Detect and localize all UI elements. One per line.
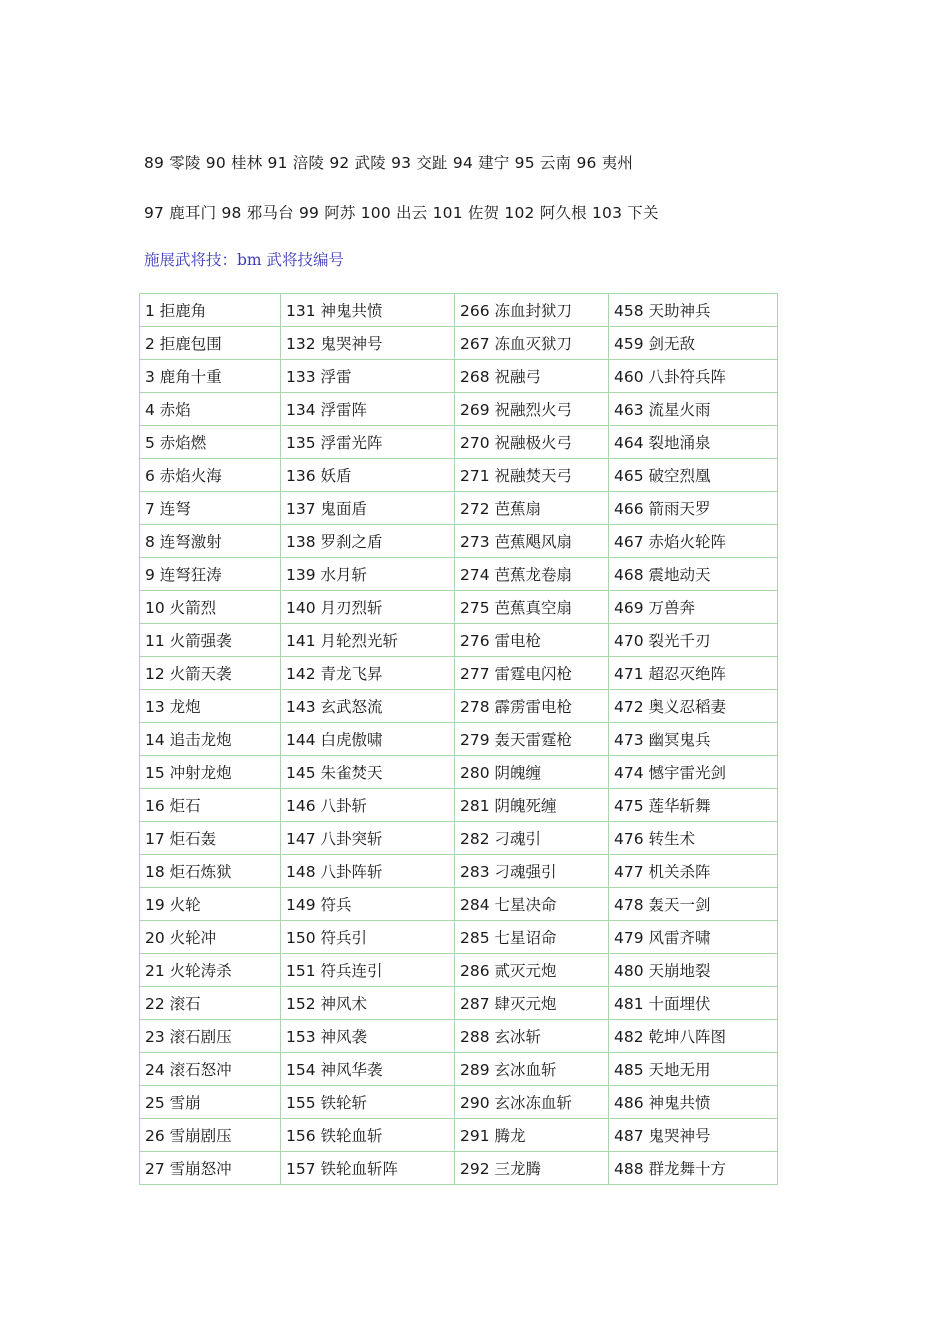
table-row	[140, 492, 778, 525]
table-row	[140, 624, 778, 657]
table-row	[140, 459, 778, 492]
table-row	[140, 723, 778, 756]
skill-table-body	[140, 294, 778, 1185]
table-cell: 479 风雷齐啸	[609, 921, 778, 954]
table-cell: 11 火箭强袭	[140, 624, 281, 657]
table-cell: 289 玄冰血斩	[455, 1053, 609, 1086]
table-cell: 282 刁魂引	[455, 822, 609, 855]
table-cell: 467 赤焰火轮阵	[609, 525, 778, 558]
table-cell: 475 莲华斩舞	[609, 789, 778, 822]
table-cell: 458 天助神兵	[609, 294, 778, 327]
table-cell: 290 玄冰冻血斩	[455, 1086, 609, 1119]
table-cell: 488 群龙舞十方	[609, 1152, 778, 1185]
table-cell: 16 炬石	[140, 789, 281, 822]
table-cell: 480 天崩地裂	[609, 954, 778, 987]
table-cell: 472 奥义忍稻妻	[609, 690, 778, 723]
table-row	[140, 294, 778, 327]
table-cell: 155 铁轮斩	[281, 1086, 455, 1119]
table-cell: 20 火轮冲	[140, 921, 281, 954]
table-row	[140, 1119, 778, 1152]
table-cell: 473 幽冥鬼兵	[609, 723, 778, 756]
table-cell: 268 祝融弓	[455, 360, 609, 393]
table-cell: 21 火轮涛杀	[140, 954, 281, 987]
section-heading: 施展武将技：bm 武将技编号	[144, 251, 345, 269]
table-row	[140, 1053, 778, 1086]
table-cell: 131 神鬼共愤	[281, 294, 455, 327]
table-cell: 291 腾龙	[455, 1119, 609, 1152]
table-cell: 143 玄武怒流	[281, 690, 455, 723]
table-cell: 275 芭蕉真空扇	[455, 591, 609, 624]
table-cell: 287 肆灭元炮	[455, 987, 609, 1020]
table-cell: 276 雷电枪	[455, 624, 609, 657]
table-cell: 148 八卦阵斩	[281, 855, 455, 888]
table-cell: 22 滚石	[140, 987, 281, 1020]
table-cell: 136 妖盾	[281, 459, 455, 492]
table-row	[140, 888, 778, 921]
table-cell: 15 冲射龙炮	[140, 756, 281, 789]
table-cell: 292 三龙腾	[455, 1152, 609, 1185]
table-row	[140, 327, 778, 360]
table-cell: 139 水月斩	[281, 558, 455, 591]
table-cell: 486 神鬼共愤	[609, 1086, 778, 1119]
table-cell: 459 剑无敌	[609, 327, 778, 360]
skill-table	[139, 293, 778, 1185]
table-cell: 471 超忍灭绝阵	[609, 657, 778, 690]
table-cell: 278 霹雳雷电枪	[455, 690, 609, 723]
table-cell: 23 滚石剧压	[140, 1020, 281, 1053]
table-row	[140, 690, 778, 723]
table-row	[140, 855, 778, 888]
table-cell: 281 阴魄死缠	[455, 789, 609, 822]
table-cell: 154 神风华袭	[281, 1053, 455, 1086]
table-cell: 464 裂地涌泉	[609, 426, 778, 459]
table-cell: 152 神风术	[281, 987, 455, 1020]
table-cell: 151 符兵连引	[281, 954, 455, 987]
table-cell: 12 火箭天袭	[140, 657, 281, 690]
table-cell: 280 阴魄缠	[455, 756, 609, 789]
table-cell: 141 月轮烈光斩	[281, 624, 455, 657]
text-line-places-2: 97 鹿耳门 98 邪马台 99 阿苏 100 出云 101 佐贺 102 阿久根 103 下关	[144, 204, 659, 222]
table-cell: 132 鬼哭神号	[281, 327, 455, 360]
table-cell: 6 赤焰火海	[140, 459, 281, 492]
table-row	[140, 558, 778, 591]
table-cell: 18 炬石炼狱	[140, 855, 281, 888]
table-row	[140, 360, 778, 393]
table-cell: 10 火箭烈	[140, 591, 281, 624]
table-row	[140, 393, 778, 426]
table-cell: 150 符兵引	[281, 921, 455, 954]
table-cell: 463 流星火雨	[609, 393, 778, 426]
table-cell: 277 雷霆电闪枪	[455, 657, 609, 690]
table-cell: 25 雪崩	[140, 1086, 281, 1119]
table-cell: 465 破空烈凰	[609, 459, 778, 492]
table-cell: 8 连弩激射	[140, 525, 281, 558]
table-row	[140, 822, 778, 855]
table-cell: 137 鬼面盾	[281, 492, 455, 525]
table-row	[140, 591, 778, 624]
table-cell: 288 玄冰斩	[455, 1020, 609, 1053]
table-cell: 285 七星诏命	[455, 921, 609, 954]
table-row	[140, 921, 778, 954]
table-cell: 460 八卦符兵阵	[609, 360, 778, 393]
table-cell: 468 震地动天	[609, 558, 778, 591]
table-cell: 19 火轮	[140, 888, 281, 921]
table-cell: 157 铁轮血斩阵	[281, 1152, 455, 1185]
table-cell: 26 雪崩剧压	[140, 1119, 281, 1152]
table-cell: 17 炬石轰	[140, 822, 281, 855]
table-cell: 146 八卦斩	[281, 789, 455, 822]
table-cell: 482 乾坤八阵图	[609, 1020, 778, 1053]
table-cell: 147 八卦突斩	[281, 822, 455, 855]
table-cell: 266 冻血封狱刀	[455, 294, 609, 327]
table-cell: 13 龙炮	[140, 690, 281, 723]
table-cell: 138 罗刹之盾	[281, 525, 455, 558]
table-cell: 27 雪崩怒冲	[140, 1152, 281, 1185]
table-cell: 273 芭蕉飓风扇	[455, 525, 609, 558]
table-cell: 487 鬼哭神号	[609, 1119, 778, 1152]
table-cell: 476 转生术	[609, 822, 778, 855]
table-cell: 4 赤焰	[140, 393, 281, 426]
table-cell: 140 月刃烈斩	[281, 591, 455, 624]
table-cell: 24 滚石怒冲	[140, 1053, 281, 1086]
table-cell: 156 铁轮血斩	[281, 1119, 455, 1152]
table-row	[140, 657, 778, 690]
table-row	[140, 1152, 778, 1185]
table-cell: 145 朱雀焚天	[281, 756, 455, 789]
table-cell: 481 十面埋伏	[609, 987, 778, 1020]
table-cell: 2 拒鹿包围	[140, 327, 281, 360]
text-line-places-1: 89 零陵 90 桂林 91 涪陵 92 武陵 93 交趾 94 建宁 95 云南 96 夷州	[144, 154, 634, 172]
table-cell: 153 神风袭	[281, 1020, 455, 1053]
table-cell: 272 芭蕉扇	[455, 492, 609, 525]
table-cell: 7 连弩	[140, 492, 281, 525]
table-row	[140, 756, 778, 789]
table-cell: 267 冻血灭狱刀	[455, 327, 609, 360]
table-cell: 478 轰天一剑	[609, 888, 778, 921]
table-cell: 14 追击龙炮	[140, 723, 281, 756]
table-cell: 270 祝融极火弓	[455, 426, 609, 459]
table-cell: 149 符兵	[281, 888, 455, 921]
table-cell: 466 箭雨天罗	[609, 492, 778, 525]
table-row	[140, 954, 778, 987]
table-cell: 1 拒鹿角	[140, 294, 281, 327]
table-cell: 477 机关杀阵	[609, 855, 778, 888]
table-row	[140, 987, 778, 1020]
table-cell: 469 万兽奔	[609, 591, 778, 624]
table-cell: 470 裂光千刃	[609, 624, 778, 657]
table-cell: 9 连弩狂涛	[140, 558, 281, 591]
table-cell: 144 白虎傲啸	[281, 723, 455, 756]
table-row	[140, 1020, 778, 1053]
table-cell: 286 贰灭元炮	[455, 954, 609, 987]
table-row	[140, 1086, 778, 1119]
table-row	[140, 789, 778, 822]
table-cell: 284 七星决命	[455, 888, 609, 921]
table-cell: 279 轰天雷霆枪	[455, 723, 609, 756]
table-cell: 283 刁魂强引	[455, 855, 609, 888]
table-cell: 135 浮雷光阵	[281, 426, 455, 459]
table-row	[140, 525, 778, 558]
table-row	[140, 426, 778, 459]
table-cell: 134 浮雷阵	[281, 393, 455, 426]
table-cell: 274 芭蕉龙卷扇	[455, 558, 609, 591]
table-cell: 485 天地无用	[609, 1053, 778, 1086]
table-cell: 271 祝融焚天弓	[455, 459, 609, 492]
table-cell: 142 青龙飞昇	[281, 657, 455, 690]
table-cell: 133 浮雷	[281, 360, 455, 393]
table-cell: 5 赤焰燃	[140, 426, 281, 459]
table-cell: 3 鹿角十重	[140, 360, 281, 393]
table-cell: 269 祝融烈火弓	[455, 393, 609, 426]
table-cell: 474 憾宇雷光剑	[609, 756, 778, 789]
